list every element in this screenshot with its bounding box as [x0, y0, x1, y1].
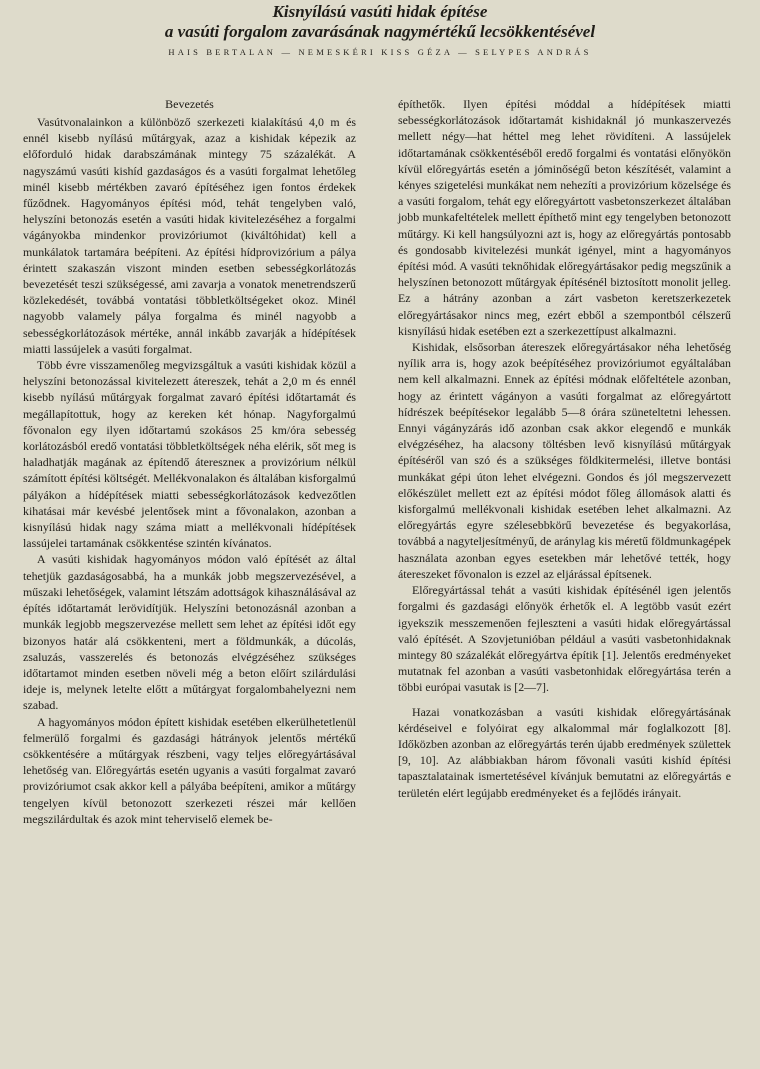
title-line-2: a vasúti forgalom zavarásának nagymértékű lecsökkentésével	[164, 22, 596, 41]
paragraph: Vasútvonalainkon a különböző szerkezeti kialakítású 4,0 m és ennél kisebb nyílású műtárgyak, azaz a kishidak képezik az előforduló hidak darabszámának mintegy 75 százalékát. A nagyszámú vasúti kishíd gazdaságos és a vasúti forgalmat lehetőleg minél kisebb mértékben zavaró építéséhez igen fontos érdekek fűződnek. Hagyományos építési mód, tehát tengelyben való, helyszíni betonozás esetén a vasúti hidak kivitelezéséhez a forgalmi vágányokba mindenkor provizóriumot (kiváltóhidat) kell a munkálatok tartamára beépíteni. Az építési hídprovizórium a pálya érintett szakaszán viszont minden esetben sebességkorlátozás bevezetését teszi szükségessé, ami zavarja a vonatok menetrendszerű közlekedését, továbbá vontatási többletköltségeket okoz. Minél nagyobb valamely pálya forgalma és minél nagyobb a sebességkorlátozások mértéke, annál inkább zavarják a hídépítések miatti lassújelek a vasúti forgalmat.	[23, 115, 356, 356]
paragraph: építhetők. Ilyen építési móddal a hídépítések miatti sebességkorlátozások időtartamát kishidaknál jó munkaszervezés mellett négy—hat héttel meg lehet rövidíteni. A lassújelek időtartamának csökkentéséből eredő forgalmi és vontatási előnyökön kívül előregyártás esetén a jóminőségű beton készítését, valamint a kényes szigetelési munkákat nem nehezíti a provizórium közelsége és a vasúti forgalom, tehát egy előregyártott vasbetonszerkezet általában jobb munkafeltételek mellett építhető mint egy tengelyben betonozott műtárgy. Ki kell hangsúlyozni azt is, hogy az előregyártás pontosabb és gondosabb kivitelezési munkát igényel, mint a hagyományos építési mód. A vasúti teknőhidak előregyártásakor pedig megszűnik a helyszínen betonozott műtárgyak építésénél biztosított monolit jelleg. Ez a hátrány azonban a zárt vasbeton keretszerkezetek előregyártásakor nincs meg, ezért ebből a szempontból célszerű kisnyílású hidak esetében ezt a szerkezettípust alkalmazni.	[398, 97, 731, 338]
paragraph: Hazai vonatkozásban a vasúti kishidak előregyártásának kérdéseivel e folyóirat egy alkalommal már foglalkozott [8]. Időközben azonban az előregyártás terén újabb eredmények születtek [9, 10]. Az alábbiakban három fővonali vasúti kishíd építési tapasztalatainak ismertetésével kívánjuk bemutatni az előregyártás e területén elért legújabb eredményeket és a fejlődés irányait.	[398, 704, 731, 800]
paragraph: Kishidak, elsősorban átereszek előregyártásakor néha lehetőség nyílik arra is, hogy azok beépítéséhez provizóriumot egyáltalában nem kell alkalmazni. Ennek az építési módnak előfeltétele azonban, hogy az érintett vágányon a vasúti forgalmat az előregyártott hídrészek beépítésekor legalább 5—8 órára szüneteltetni lehessen. Ennyi vágányzárás idő azonban csak akkor elegendő e munkák elvégzéséhez, ha alacsony töltésben levő kisnyílású műtárgyak építéséről van szó és a szükséges földkitermelési, illetve bontási munkákat gépi úton lehet elvégezni. Gondos és jól megszervezett előkészület mellett ezt az építési módot főleg állomások alatti és kisforgalmú mellékvonali kishidak esetében lehet alkalmazni. Az előregyártás egyre szélesebbkörű bevezetése és begyakorlása, továbbá a nagyteljesítményű, de aránylag kis méretű földmunkagépek használata azonban egyes esetekben már lehetővé tették, hogy átereszeket fővonalon is ezzel az eljárással építsenek.	[398, 340, 731, 581]
section-heading: Bevezetés	[165, 97, 214, 111]
left-column	[23, 96, 356, 827]
title-line-1: Kisnyílású vasúti hidak építése	[272, 2, 488, 21]
right-column	[398, 96, 731, 801]
paragraph: Több évre visszamenőleg megvizsgáltuk a vasúti kishidak közül a helyszíni betonozással kivitelezett átereszek, tehát a 2,0 m és ennél kisebb nyílású műtárgyak forgalmat zavaró építési időtartamát és megállapítottuk, hogy az kereken két hónap. Nagyforgalmú fővonalon egy ilyen időtartamú szokásos 25 km/óra sebesség korlátozásból eredő vontatási többletköltségek néha elérik, sőt meg is haladhatják magának az építendő átereszneк a provizórium nélkül számított építési költségét. Mellékvonalakon és általában kisforgalmú pályákon a hídépítések miatti sebességkorlátozások kedvezőtlen kihatásai már kevésbé jelentősek mint a fővonalakon, azonban a kisnyílású hidak nagy száma miatt a mellékvonali hídépítések lassújelei tartamának csökkentése szintén kívánatos.	[23, 358, 356, 551]
paragraph: A hagyományos módon épített kishidak esetében elkerülhetetlenül felmerülő forgalmi és gazdasági hátrányok jelentős mértékű csökkentésére a műtárgyak részbeni, vagy teljes előregyártásával lehetőség van. Előregyártás esetén ugyanis a vasúti forgalmat zavaró provizóriumot csak akkor kell a pályába beépíteni, amikor a műtárgy tengelyen kívül betonozott szerkezeti részei már kellően megszilárdultak és azok mint teherviselő elemek be-	[23, 714, 356, 826]
paragraph: Előregyártással tehát a vasúti kishidak építésénél igen jelentős forgalmi és gazdasági előnyök érhetők el. A legtöbb vasút ezért igyekszik messzemenően fejleszteni a vasúti hidak előregyártással való építését. A Szovjetunióban például a vasúti vasbetonhidaknak mintegy 80 százalékát előregyártva építik [1]. Jelentős eredményeket mutatnak fel azonban a vasúti vasbetonhidak előregyártása terén a többi európai vasutak is [2—7].	[398, 583, 731, 695]
authors: HAIS BERTALAN — NEMESKÉRI KISS GÉZA — SELYPES ANDRÁS	[168, 47, 592, 57]
paragraph: A vasúti kishidak hagyományos módon való építését az által tehetjük gazdaságosabbá, ha a munkák jobb megszervezésével, a műszaki lehetőségek, valamint létszám adottságok kihasználásával az építés időtartamát lerövidítjük. Helyszíni betonozásnál azonban a munkák legjobb megszervezése mellett sem lehet az építési időt egy bizonyos határ alá csökkenteni, mert a földmunkák, a dúcolás, zsaluzás, vasszerelés és betonozás elvégzéséhez szükséges időtartamot minden esetben növeli még a beton előírt szilárdulási ideje is, melynek letelte előtt a műtárgyat forgalombahelyezni nem szabad.	[23, 552, 356, 713]
